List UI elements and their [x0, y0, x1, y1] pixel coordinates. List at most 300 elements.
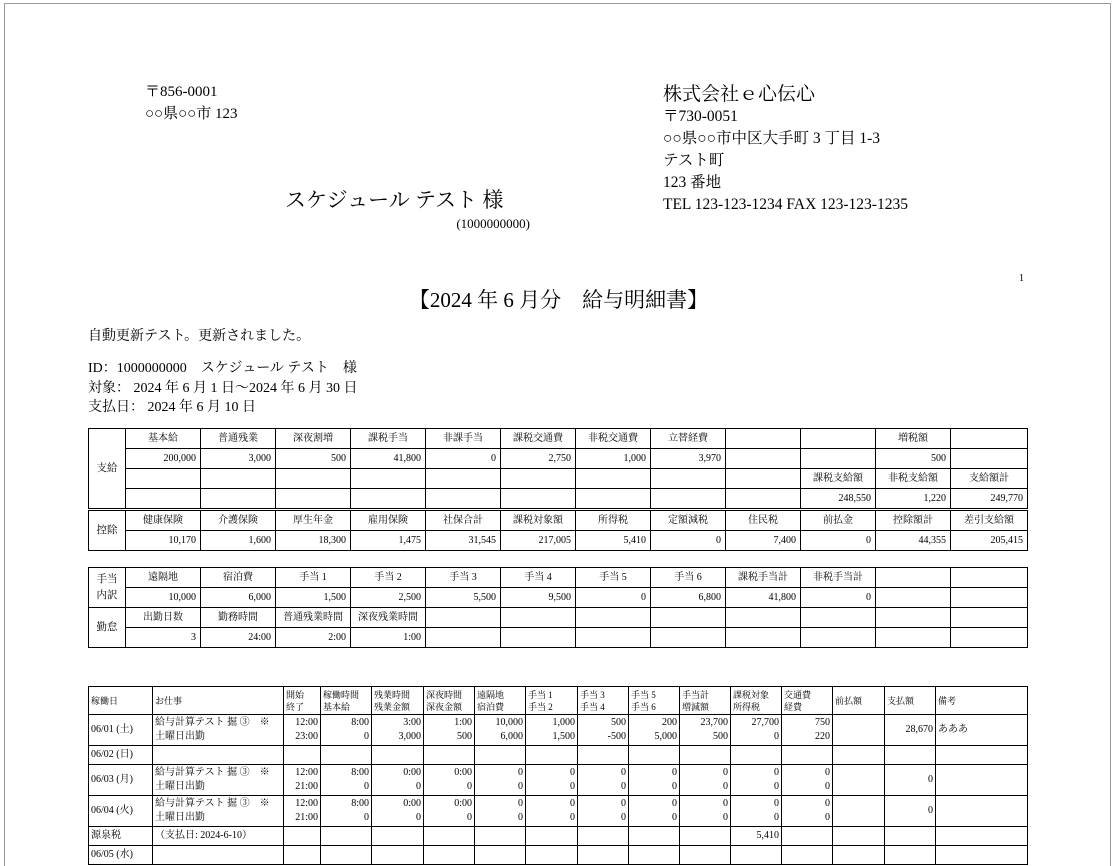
hours-base-pay-cell [321, 846, 372, 865]
hours-base-pay-cell [321, 765, 372, 796]
pay-table-row [89, 510, 1028, 531]
remote-lodging-cell [475, 827, 526, 846]
item-value-cell: 3,000 [201, 449, 276, 469]
daily-header-line: 備考 [938, 695, 957, 706]
item-value-cell: 2,750 [501, 449, 576, 469]
item-value-cell: 200,000 [126, 449, 201, 469]
daily-header-line: 稼働日 [91, 695, 119, 706]
payment-cell [885, 796, 936, 827]
cell-line: 0 [621, 767, 626, 778]
item-value-cell [726, 489, 801, 510]
daily-work-table [88, 686, 1028, 865]
night-cell [424, 846, 475, 865]
cell-line: 28,670 [905, 724, 933, 735]
item-label-cell: 所得税 [576, 510, 651, 531]
item-value-cell: 7,400 [726, 531, 801, 551]
cell-line: 1,000 [552, 717, 575, 728]
taxable-income-tax-cell [731, 846, 782, 865]
item-label-cell [351, 469, 426, 489]
daily-header-line: 手当 2 [528, 701, 553, 712]
item-label-cell: 遠隔地 [126, 568, 201, 588]
pay-table-row [89, 531, 1028, 551]
daily-header-cell [526, 687, 578, 715]
cell-line: 06/01 (土) [91, 724, 133, 735]
advance-cell [833, 746, 885, 765]
cell-line: 0 [928, 774, 933, 785]
document-title: 【2024 年 6 月分 給与明細書】 [408, 288, 709, 312]
recipient-address-block [145, 81, 238, 125]
item-value-cell: 10,000 [126, 588, 201, 608]
cell-line: 8:00 [351, 717, 369, 728]
night-cell [424, 765, 475, 796]
item-value-cell [951, 588, 1028, 608]
cell-line: 0 [518, 781, 523, 792]
section-label-line: 内訳 [96, 589, 118, 601]
item-value-cell: 0 [576, 588, 651, 608]
item-label-cell: 出勤日数 [126, 608, 201, 628]
remarks-cell [936, 827, 1028, 846]
item-label-cell: 普通残業 [201, 429, 276, 449]
daily-header-line: 経費 [784, 701, 803, 712]
allowance-5-6-cell [629, 827, 680, 846]
item-label-cell: 手当 5 [576, 568, 651, 588]
payment-cell [885, 846, 936, 865]
cell-line: 23,700 [700, 717, 728, 728]
hours-base-pay-cell [321, 746, 372, 765]
cell-line: 0:00 [403, 798, 421, 809]
item-label-cell: 差引支給額 [951, 510, 1028, 531]
daily-header-line: 手当計 [682, 689, 710, 700]
cell-line: 0 [672, 767, 677, 778]
item-label-cell: 普通残業時間 [276, 608, 351, 628]
item-value-cell [651, 628, 726, 648]
item-value-cell [951, 449, 1028, 469]
item-value-cell [801, 449, 876, 469]
item-value-cell: 3,970 [651, 449, 726, 469]
daily-row [89, 765, 1028, 796]
item-label-cell [651, 608, 726, 628]
cell-line: 06/02 (日) [91, 749, 133, 760]
item-label-cell: 社保合計 [426, 510, 501, 531]
cell-line: 0 [774, 812, 779, 823]
cell-line: 0 [825, 781, 830, 792]
hours-base-pay-cell [321, 796, 372, 827]
cell-line: 0 [621, 781, 626, 792]
cell-line: 0 [774, 798, 779, 809]
item-value-cell [501, 489, 576, 510]
daily-header-line: 残業時間 [374, 689, 411, 700]
allowance-5-6-cell [629, 746, 680, 765]
cell-line: 0 [774, 767, 779, 778]
item-label-cell: 宿泊費 [201, 568, 276, 588]
cell-line: 土曜日出勤 [155, 781, 205, 792]
remarks-cell [936, 846, 1028, 865]
remarks-cell [936, 715, 1028, 746]
cell-line: 0 [416, 781, 421, 792]
cell-line: 0 [825, 767, 830, 778]
item-value-cell [576, 628, 651, 648]
cell-line: 土曜日出勤 [155, 731, 205, 742]
daily-header-line: 手当 1 [528, 689, 553, 700]
daily-header-line: 深夜金額 [426, 701, 463, 712]
item-label-cell: 勤務時間 [201, 608, 276, 628]
item-value-cell [726, 449, 801, 469]
cell-line: 0 [518, 767, 523, 778]
cell-line: 0 [672, 781, 677, 792]
daily-row [89, 846, 1028, 865]
item-label-cell [501, 469, 576, 489]
item-label-cell: 手当 6 [651, 568, 726, 588]
item-value-cell: 0 [801, 588, 876, 608]
cell-line: 750 [815, 717, 830, 728]
cell-line: 3,000 [398, 731, 421, 742]
allowance-1-2-cell [526, 765, 578, 796]
employee-id-line: ID：1000000000 スケジュール テスト 様 [88, 361, 357, 376]
item-label-cell [501, 608, 576, 628]
notice-message: 自動更新テスト。更新されました。 [88, 329, 311, 344]
item-label-cell [726, 608, 801, 628]
cell-line: 0 [723, 798, 728, 809]
cell-line: 0 [467, 781, 472, 792]
item-value-cell: 1,600 [201, 531, 276, 551]
allowance-total-adjust-cell [680, 746, 731, 765]
company-phone-fax: TEL 123-123-1234 FAX 123-123-1235 [663, 196, 908, 213]
cell-line: 1:00 [454, 717, 472, 728]
allowance-5-6-cell [629, 846, 680, 865]
transport-expense-cell [782, 796, 833, 827]
hours-base-pay-cell [321, 715, 372, 746]
cell-line: 源泉税 [91, 830, 121, 841]
daily-header-cell [578, 687, 629, 715]
daily-header-line: 手当 4 [580, 701, 605, 712]
daily-header-line: 深夜時間 [426, 689, 463, 700]
item-label-cell: 手当 4 [501, 568, 576, 588]
cell-line: 0 [621, 812, 626, 823]
company-name: 株式会社ｅ心伝心 [663, 84, 816, 105]
item-label-cell: 非税交通費 [576, 429, 651, 449]
cell-line: 0 [570, 767, 575, 778]
cell-line: 200 [662, 717, 677, 728]
daily-header-cell [731, 687, 782, 715]
cell-line: 12:00 [295, 717, 318, 728]
item-label-cell: 課税手当計 [726, 568, 801, 588]
cell-line: 27,700 [751, 717, 779, 728]
cell-line: 06/04 (火) [91, 805, 133, 816]
item-label-cell: 深夜残業時間 [351, 608, 426, 628]
item-label-cell: 増税額 [876, 429, 951, 449]
advance-cell [833, 846, 885, 865]
cell-line: 0 [364, 781, 369, 792]
item-label-cell [876, 608, 951, 628]
item-label-cell: 支給額計 [951, 469, 1028, 489]
allowance-5-6-cell [629, 796, 680, 827]
cell-line: 0 [825, 798, 830, 809]
item-label-cell [951, 568, 1028, 588]
section-label-line: 控除 [96, 524, 118, 536]
advance-cell [833, 827, 885, 846]
item-value-cell: 205,415 [951, 531, 1028, 551]
daily-header-line: 基本給 [323, 701, 351, 712]
item-label-cell: 非課手当 [426, 429, 501, 449]
night-cell [424, 827, 475, 846]
daily-header-cell [475, 687, 526, 715]
item-value-cell [351, 489, 426, 510]
item-value-cell: 6,800 [651, 588, 726, 608]
company-postal-code: 〒730-0051 [663, 108, 738, 125]
job-cell [153, 827, 284, 846]
item-label-cell [801, 608, 876, 628]
cell-line: 0 [467, 812, 472, 823]
cell-line: 500 [713, 731, 728, 742]
cell-line: 12:00 [295, 798, 318, 809]
item-value-cell: 1,500 [276, 588, 351, 608]
allowance-3-4-cell [578, 746, 629, 765]
item-label-cell: 手当 1 [276, 568, 351, 588]
item-label-cell: 立替経費 [651, 429, 726, 449]
item-value-cell: 41,800 [351, 449, 426, 469]
allowance-total-adjust-cell [680, 827, 731, 846]
work-date-cell [89, 846, 153, 865]
allowance-1-2-cell [526, 715, 578, 746]
daily-header-line: 交通費 [784, 689, 812, 700]
daily-header-cell [680, 687, 731, 715]
item-label-cell: 厚生年金 [276, 510, 351, 531]
advance-cell [833, 765, 885, 796]
pay-table-row [89, 449, 1028, 469]
cell-line: （支払日: 2024-6-10） [155, 830, 252, 841]
daily-row [89, 746, 1028, 765]
cell-line: 0 [825, 812, 830, 823]
transport-expense-cell [782, 746, 833, 765]
item-label-cell: 控除額計 [876, 510, 951, 531]
allowance-3-4-cell [578, 715, 629, 746]
section-label-line: 支給 [96, 462, 118, 474]
allowance-table-row [89, 588, 1028, 608]
cell-line: 5,410 [756, 830, 779, 841]
advance-cell [833, 796, 885, 827]
item-label-cell: 住民税 [726, 510, 801, 531]
item-value-cell: 1,220 [876, 489, 951, 510]
item-value-cell: 3 [126, 628, 201, 648]
start-end-cell [284, 715, 321, 746]
remarks-cell [936, 796, 1028, 827]
item-label-cell: 課税手当 [351, 429, 426, 449]
cell-line: 0 [570, 812, 575, 823]
night-cell [424, 796, 475, 827]
cell-line: 0 [621, 798, 626, 809]
cell-line: 0 [416, 812, 421, 823]
company-address-line: 123 番地 [663, 174, 722, 191]
daily-table-head [89, 687, 1028, 715]
cell-line: 0:00 [403, 767, 421, 778]
work-date-cell [89, 765, 153, 796]
daily-header-line: 手当 6 [631, 701, 656, 712]
cell-line: 12:00 [295, 767, 318, 778]
start-end-cell [284, 746, 321, 765]
allowance-5-6-cell [629, 765, 680, 796]
start-end-cell [284, 765, 321, 796]
overtime-cell [372, 746, 424, 765]
item-label-cell: 課税交通費 [501, 429, 576, 449]
recipient-name: スケジュール テスト 様 [285, 188, 504, 212]
item-value-cell [726, 628, 801, 648]
daily-header-line: 終了 [286, 701, 305, 712]
cell-line: 0 [672, 812, 677, 823]
daily-header-row [89, 687, 1028, 715]
employee-info [88, 359, 358, 418]
item-value-cell [426, 628, 501, 648]
transport-expense-cell [782, 715, 833, 746]
cell-line: 土曜日出勤 [155, 812, 205, 823]
daily-header-cell [153, 687, 284, 715]
cell-line: 06/03 (月) [91, 774, 133, 785]
cell-line: 0 [723, 812, 728, 823]
remote-lodging-cell [475, 765, 526, 796]
item-value-cell: 500 [876, 449, 951, 469]
item-value-cell: 5,500 [426, 588, 501, 608]
allowance-1-2-cell [526, 796, 578, 827]
item-label-cell: 非税支給額 [876, 469, 951, 489]
item-value-cell: 6,000 [201, 588, 276, 608]
cell-line: 0 [364, 812, 369, 823]
allowance-table-row [89, 608, 1028, 628]
allowance-1-2-cell [526, 827, 578, 846]
daily-row [89, 715, 1028, 746]
allowance-5-6-cell [629, 715, 680, 746]
allowance-3-4-cell [578, 846, 629, 865]
item-label-cell: 雇用保険 [351, 510, 426, 531]
cell-line: 1,500 [552, 731, 575, 742]
item-label-cell [726, 469, 801, 489]
allowance-attendance-table-body [89, 568, 1028, 648]
item-label-cell [651, 469, 726, 489]
cell-line: 0 [928, 805, 933, 816]
allowance-1-2-cell [526, 746, 578, 765]
item-value-cell [876, 628, 951, 648]
cell-line: 500 [457, 731, 472, 742]
section-label-line: 手当 [96, 573, 118, 585]
allowance-total-adjust-cell [680, 715, 731, 746]
cell-line: 給与計算テスト 掘 ③ ※ [155, 767, 270, 778]
daily-header-cell [782, 687, 833, 715]
cell-line: 0 [364, 731, 369, 742]
item-value-cell [501, 628, 576, 648]
recipient-code: (1000000000) [456, 216, 530, 231]
daily-header-cell [89, 687, 153, 715]
pay-table-section-label [89, 510, 126, 551]
item-value-cell [801, 628, 876, 648]
daily-header-line: 支払額 [887, 695, 915, 706]
item-label-cell [951, 608, 1028, 628]
daily-header-line: 課税対象 [733, 689, 770, 700]
night-cell [424, 746, 475, 765]
item-value-cell: 41,800 [726, 588, 801, 608]
allowance-3-4-cell [578, 796, 629, 827]
item-label-cell [576, 469, 651, 489]
item-value-cell: 249,770 [951, 489, 1028, 510]
remote-lodging-cell [475, 746, 526, 765]
daily-header-cell [885, 687, 936, 715]
item-value-cell: 44,355 [876, 531, 951, 551]
item-label-cell [276, 469, 351, 489]
remarks-cell [936, 746, 1028, 765]
cell-line: 21:00 [295, 812, 318, 823]
cell-line: 23:00 [295, 731, 318, 742]
pay-table-section-label [89, 429, 126, 510]
payment-cell [885, 827, 936, 846]
pay-table-row [89, 429, 1028, 449]
start-end-cell [284, 827, 321, 846]
item-value-cell: 31,545 [426, 531, 501, 551]
item-label-cell [801, 429, 876, 449]
daily-header-cell [424, 687, 475, 715]
daily-header-cell [284, 687, 321, 715]
pay-deduction-table-body [89, 429, 1028, 551]
item-value-cell [426, 489, 501, 510]
item-label-cell [576, 608, 651, 628]
item-label-cell: 非税手当計 [801, 568, 876, 588]
cell-line: 0:00 [454, 767, 472, 778]
allowance-table-row [89, 628, 1028, 648]
job-cell [153, 846, 284, 865]
daily-header-line: 遠隔地 [477, 689, 505, 700]
cell-line: 10,000 [495, 717, 523, 728]
item-label-cell: 課税対象額 [501, 510, 576, 531]
item-value-cell: 1:00 [351, 628, 426, 648]
cell-line: 0 [723, 767, 728, 778]
cell-line: 0 [570, 781, 575, 792]
overtime-cell [372, 827, 424, 846]
cell-line: 0 [518, 798, 523, 809]
item-label-cell [126, 469, 201, 489]
cell-line: あああ [938, 724, 968, 735]
job-cell [153, 796, 284, 827]
pay-deduction-table [88, 428, 1028, 551]
item-label-cell: 基本給 [126, 429, 201, 449]
allowance-total-adjust-cell [680, 796, 731, 827]
daily-header-cell [833, 687, 885, 715]
allowance-1-2-cell [526, 846, 578, 865]
transport-expense-cell [782, 765, 833, 796]
cell-line: 6,000 [500, 731, 523, 742]
company-address-line: ○○県○○市中区大手町 3 丁目 1-3 [663, 130, 880, 147]
night-cell [424, 715, 475, 746]
payment-cell [885, 746, 936, 765]
item-label-cell: 健康保険 [126, 510, 201, 531]
job-cell [153, 765, 284, 796]
item-value-cell: 217,005 [501, 531, 576, 551]
remarks-cell [936, 765, 1028, 796]
item-label-cell: 定額減税 [651, 510, 726, 531]
payment-cell [885, 765, 936, 796]
item-label-cell [876, 568, 951, 588]
cell-line: 0 [774, 781, 779, 792]
daily-header-cell [321, 687, 372, 715]
page-number: 1 [1019, 273, 1024, 284]
cell-line: 0 [518, 812, 523, 823]
payment-cell [885, 715, 936, 746]
cell-line: -500 [607, 731, 626, 742]
item-value-cell: 0 [801, 531, 876, 551]
cell-line: 21:00 [295, 781, 318, 792]
cell-line: 06/05 (水) [91, 849, 133, 860]
allowance-attendance-table [88, 567, 1028, 648]
item-label-cell: 手当 3 [426, 568, 501, 588]
overtime-cell [372, 715, 424, 746]
taxable-income-tax-cell [731, 746, 782, 765]
company-address-line: テスト町 [663, 152, 725, 169]
section-label-line: 勤怠 [96, 621, 118, 633]
